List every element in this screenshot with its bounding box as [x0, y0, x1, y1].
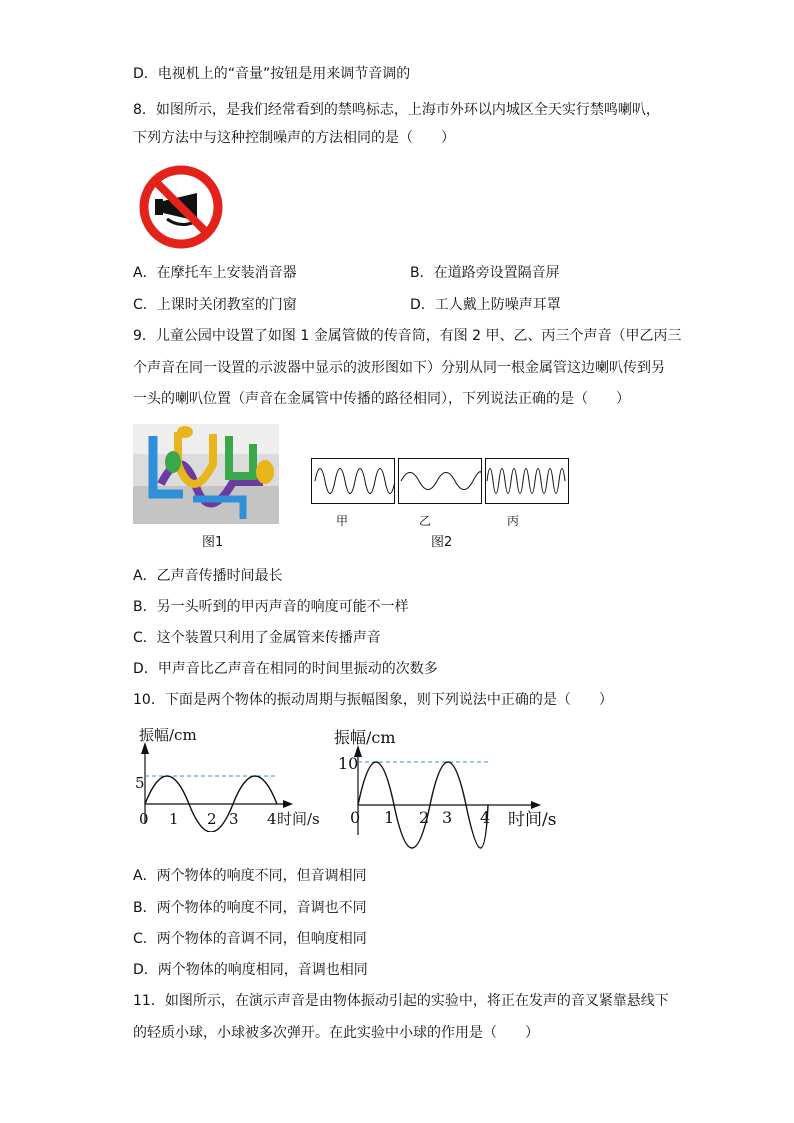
q8-option-a: A．在摩托车上安装消音器 [133, 265, 297, 281]
option-d-line: D．电视机上的“音量”按钮是用来调节音调的 [133, 66, 411, 82]
waveform-yi [398, 458, 482, 504]
right-tick-3: 3 [442, 808, 453, 827]
waveform-jia-label: 甲 [336, 514, 349, 528]
right-tick-2: 2 [419, 808, 430, 827]
q10-option-c: C．两个物体的音调不同，但响度相同 [133, 931, 367, 947]
question-10-line: 10．下面是两个物体的振动周期与振幅图象，则下列说法中正确的是（ ） [133, 692, 613, 708]
no-horn-sign-icon [137, 163, 225, 251]
right-tick-4: 4 [480, 808, 491, 827]
figure-1-caption: 图1 [202, 535, 224, 550]
question-11-line-1: 11．如图所示，在演示声音是由物体振动引起的实验中，将正在发声的音叉紧靠悬线下 [133, 993, 669, 1009]
q10-option-b: B．两个物体的响度不同，音调也不同 [133, 900, 367, 916]
q9-option-c: C．这个装置只利用了金属管来传播声音 [133, 630, 381, 646]
speaking-tube-photo [133, 424, 279, 524]
question-8-line-1: 8．如图所示，是我们经常看到的禁鸣标志，上海市外环以内城区全天实行禁鸣喇叭， [133, 102, 660, 118]
question-9-line-1: 9．儿童公园中设置了如图 1 金属管做的传音筒，有图 2 甲、乙、丙三个声音（甲乙丙三 [133, 328, 682, 344]
q10-option-d: D．两个物体的响度相同，音调也相同 [133, 962, 368, 978]
q8-option-c: C．上课时关闭教室的门窗 [133, 297, 297, 313]
right-xlabel: 时间/s [508, 810, 557, 830]
left-amp-label: 5 [135, 774, 145, 792]
question-8-line-2: 下列方法中与这种控制噪声的方法相同的是（ ） [133, 130, 455, 146]
left-tick-3: 3 [229, 810, 239, 828]
vibration-graph-right [328, 725, 573, 853]
question-9-line-2: 个声音在同一设置的示波器中显示的波形图如下）分别从同一根金属管这边喇叭传到另 [133, 360, 665, 376]
q8-option-b: B．在道路旁设置隔音屏 [410, 265, 560, 281]
left-tick-0: 0 [139, 810, 149, 828]
left-tick-1: 1 [169, 810, 179, 828]
q9-option-b: B．另一头听到的甲丙声音的响度可能不一样 [133, 599, 409, 615]
waveform-bing [485, 458, 569, 504]
left-tick-4: 4 [267, 810, 277, 828]
right-tick-1: 1 [384, 808, 395, 827]
right-ylabel: 振幅/cm [334, 728, 396, 747]
question-9-line-3: 一头的喇叭位置（声音在金属管中传播的路径相同），下列说法正确的是（ ） [133, 391, 630, 407]
q9-option-a: A．乙声音传播时间最长 [133, 568, 283, 584]
q10-option-a: A．两个物体的响度不同，但音调相同 [133, 868, 367, 884]
waveform-yi-label: 乙 [419, 514, 432, 528]
question-11-line-2: 的轻质小球，小球被多次弹开。在此实验中小球的作用是（ ） [133, 1025, 539, 1041]
q9-option-d: D．甲声音比乙声音在相同的时间里振动的次数多 [133, 661, 438, 677]
waveform-jia [311, 458, 395, 504]
waveform-bing-label: 丙 [507, 514, 520, 528]
left-ylabel: 振幅/cm [139, 728, 197, 744]
vibration-graph-left [125, 728, 340, 832]
left-tick-2: 2 [207, 810, 217, 828]
right-tick-0: 0 [350, 808, 361, 827]
figure-2-caption: 图2 [431, 535, 453, 550]
right-amp-label: 10 [338, 754, 359, 773]
q8-option-d: D．工人戴上防噪声耳罩 [410, 297, 561, 313]
left-xlabel: 时间/s [277, 810, 320, 828]
